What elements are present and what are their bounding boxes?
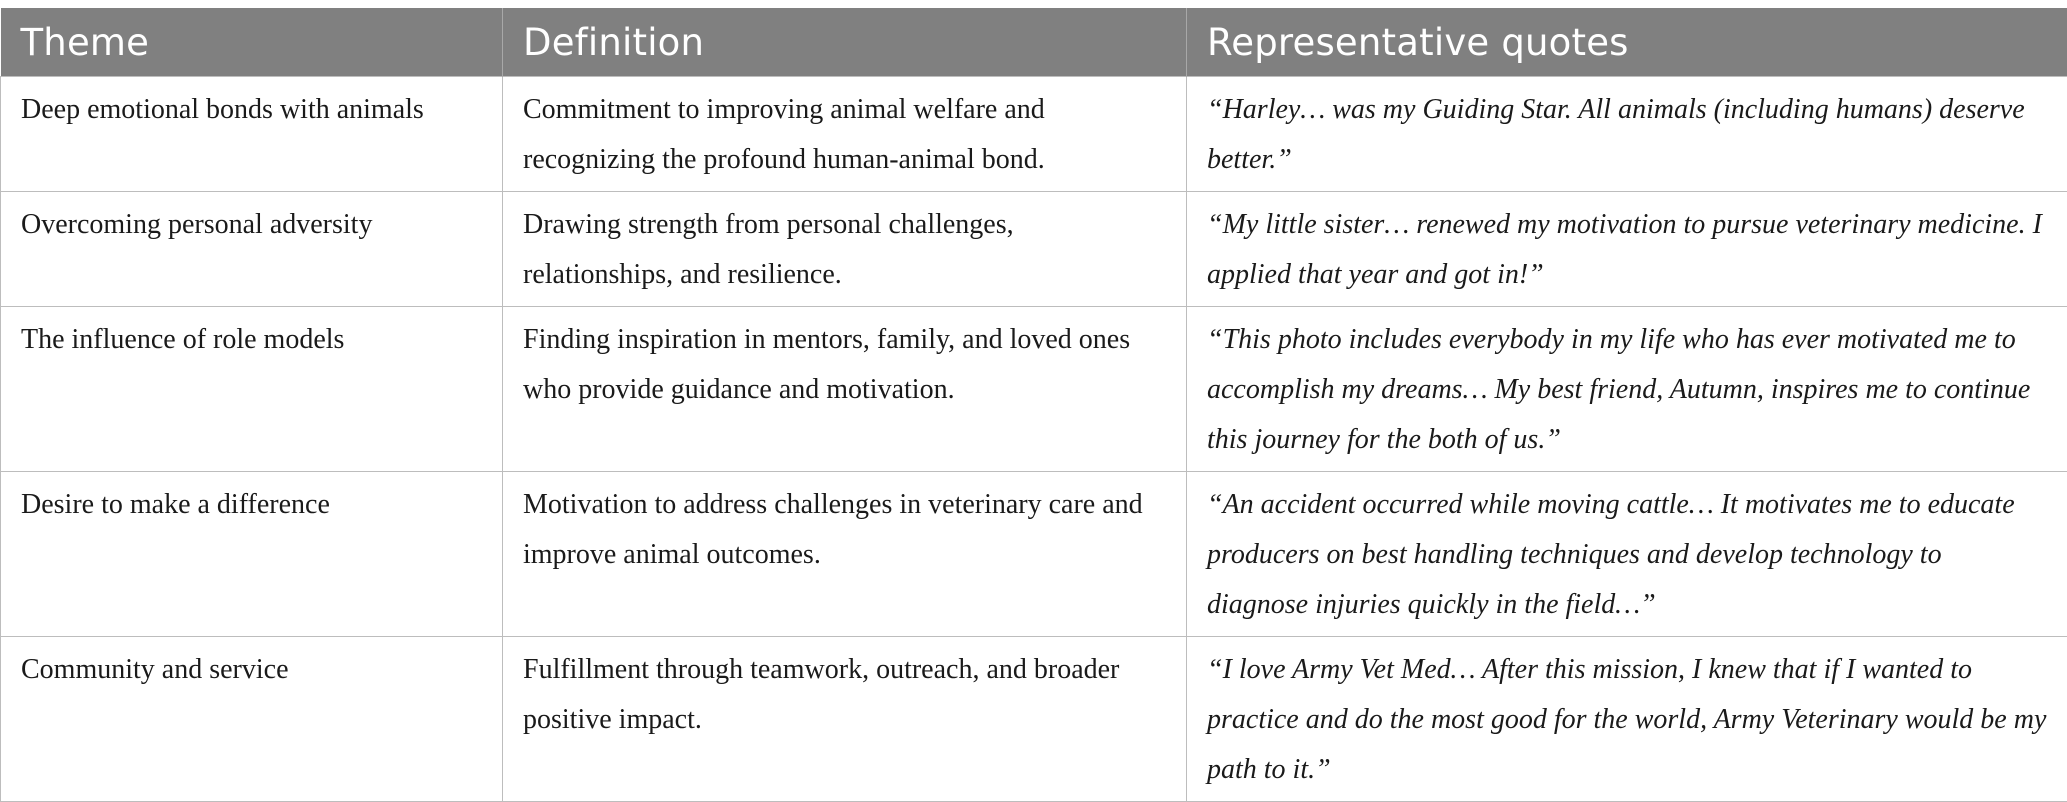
theme-cell: Desire to make a difference [1,472,503,637]
table-row [1,472,2067,637]
theme-cell: The influence of role models [1,307,503,472]
definition-cell: Commitment to improving animal welfare and recognizing the profound human-animal bond. [503,77,1187,192]
definition-cell: Drawing strength from personal challenges, relationships, and resilience. [503,192,1187,307]
themes-table-container [0,8,2067,802]
table-row [1,77,2067,192]
quote-cell: “Harley… was my Guiding Star. All animals (including humans) deserve better.” [1187,77,2067,192]
quote-cell: “An accident occurred while moving cattle… It motivates me to educate producers on best handling techniques and develop technology to diagnose injuries quickly in the field…” [1187,472,2067,637]
quote-cell: “This photo includes everybody in my life who has ever motivated me to accomplish my dreams… My best friend, Autumn, inspires me to continue this journey for the both of us.” [1187,307,2067,472]
column-header-theme: Theme [1,8,503,77]
quote-cell: “I love Army Vet Med… After this mission, I knew that if I wanted to practice and do the most good for the world, Army Veterinary would be my path to it.” [1187,637,2067,802]
themes-table [0,8,2067,802]
table-row [1,637,2067,802]
column-header-definition: Definition [503,8,1187,77]
table-row [1,192,2067,307]
table-header [1,8,2067,77]
definition-cell: Finding inspiration in mentors, family, and loved ones who provide guidance and motivation. [503,307,1187,472]
table-body [1,77,2067,802]
column-header-representative-quotes: Representative quotes [1187,8,2067,77]
quote-cell: “My little sister… renewed my motivation to pursue veterinary medicine. I applied that year and got in!” [1187,192,2067,307]
theme-cell: Community and service [1,637,503,802]
definition-cell: Motivation to address challenges in veterinary care and improve animal outcomes. [503,472,1187,637]
theme-cell: Deep emotional bonds with animals [1,77,503,192]
definition-cell: Fulfillment through teamwork, outreach, and broader positive impact. [503,637,1187,802]
table-row [1,307,2067,472]
header-row [1,8,2067,77]
theme-cell: Overcoming personal adversity [1,192,503,307]
